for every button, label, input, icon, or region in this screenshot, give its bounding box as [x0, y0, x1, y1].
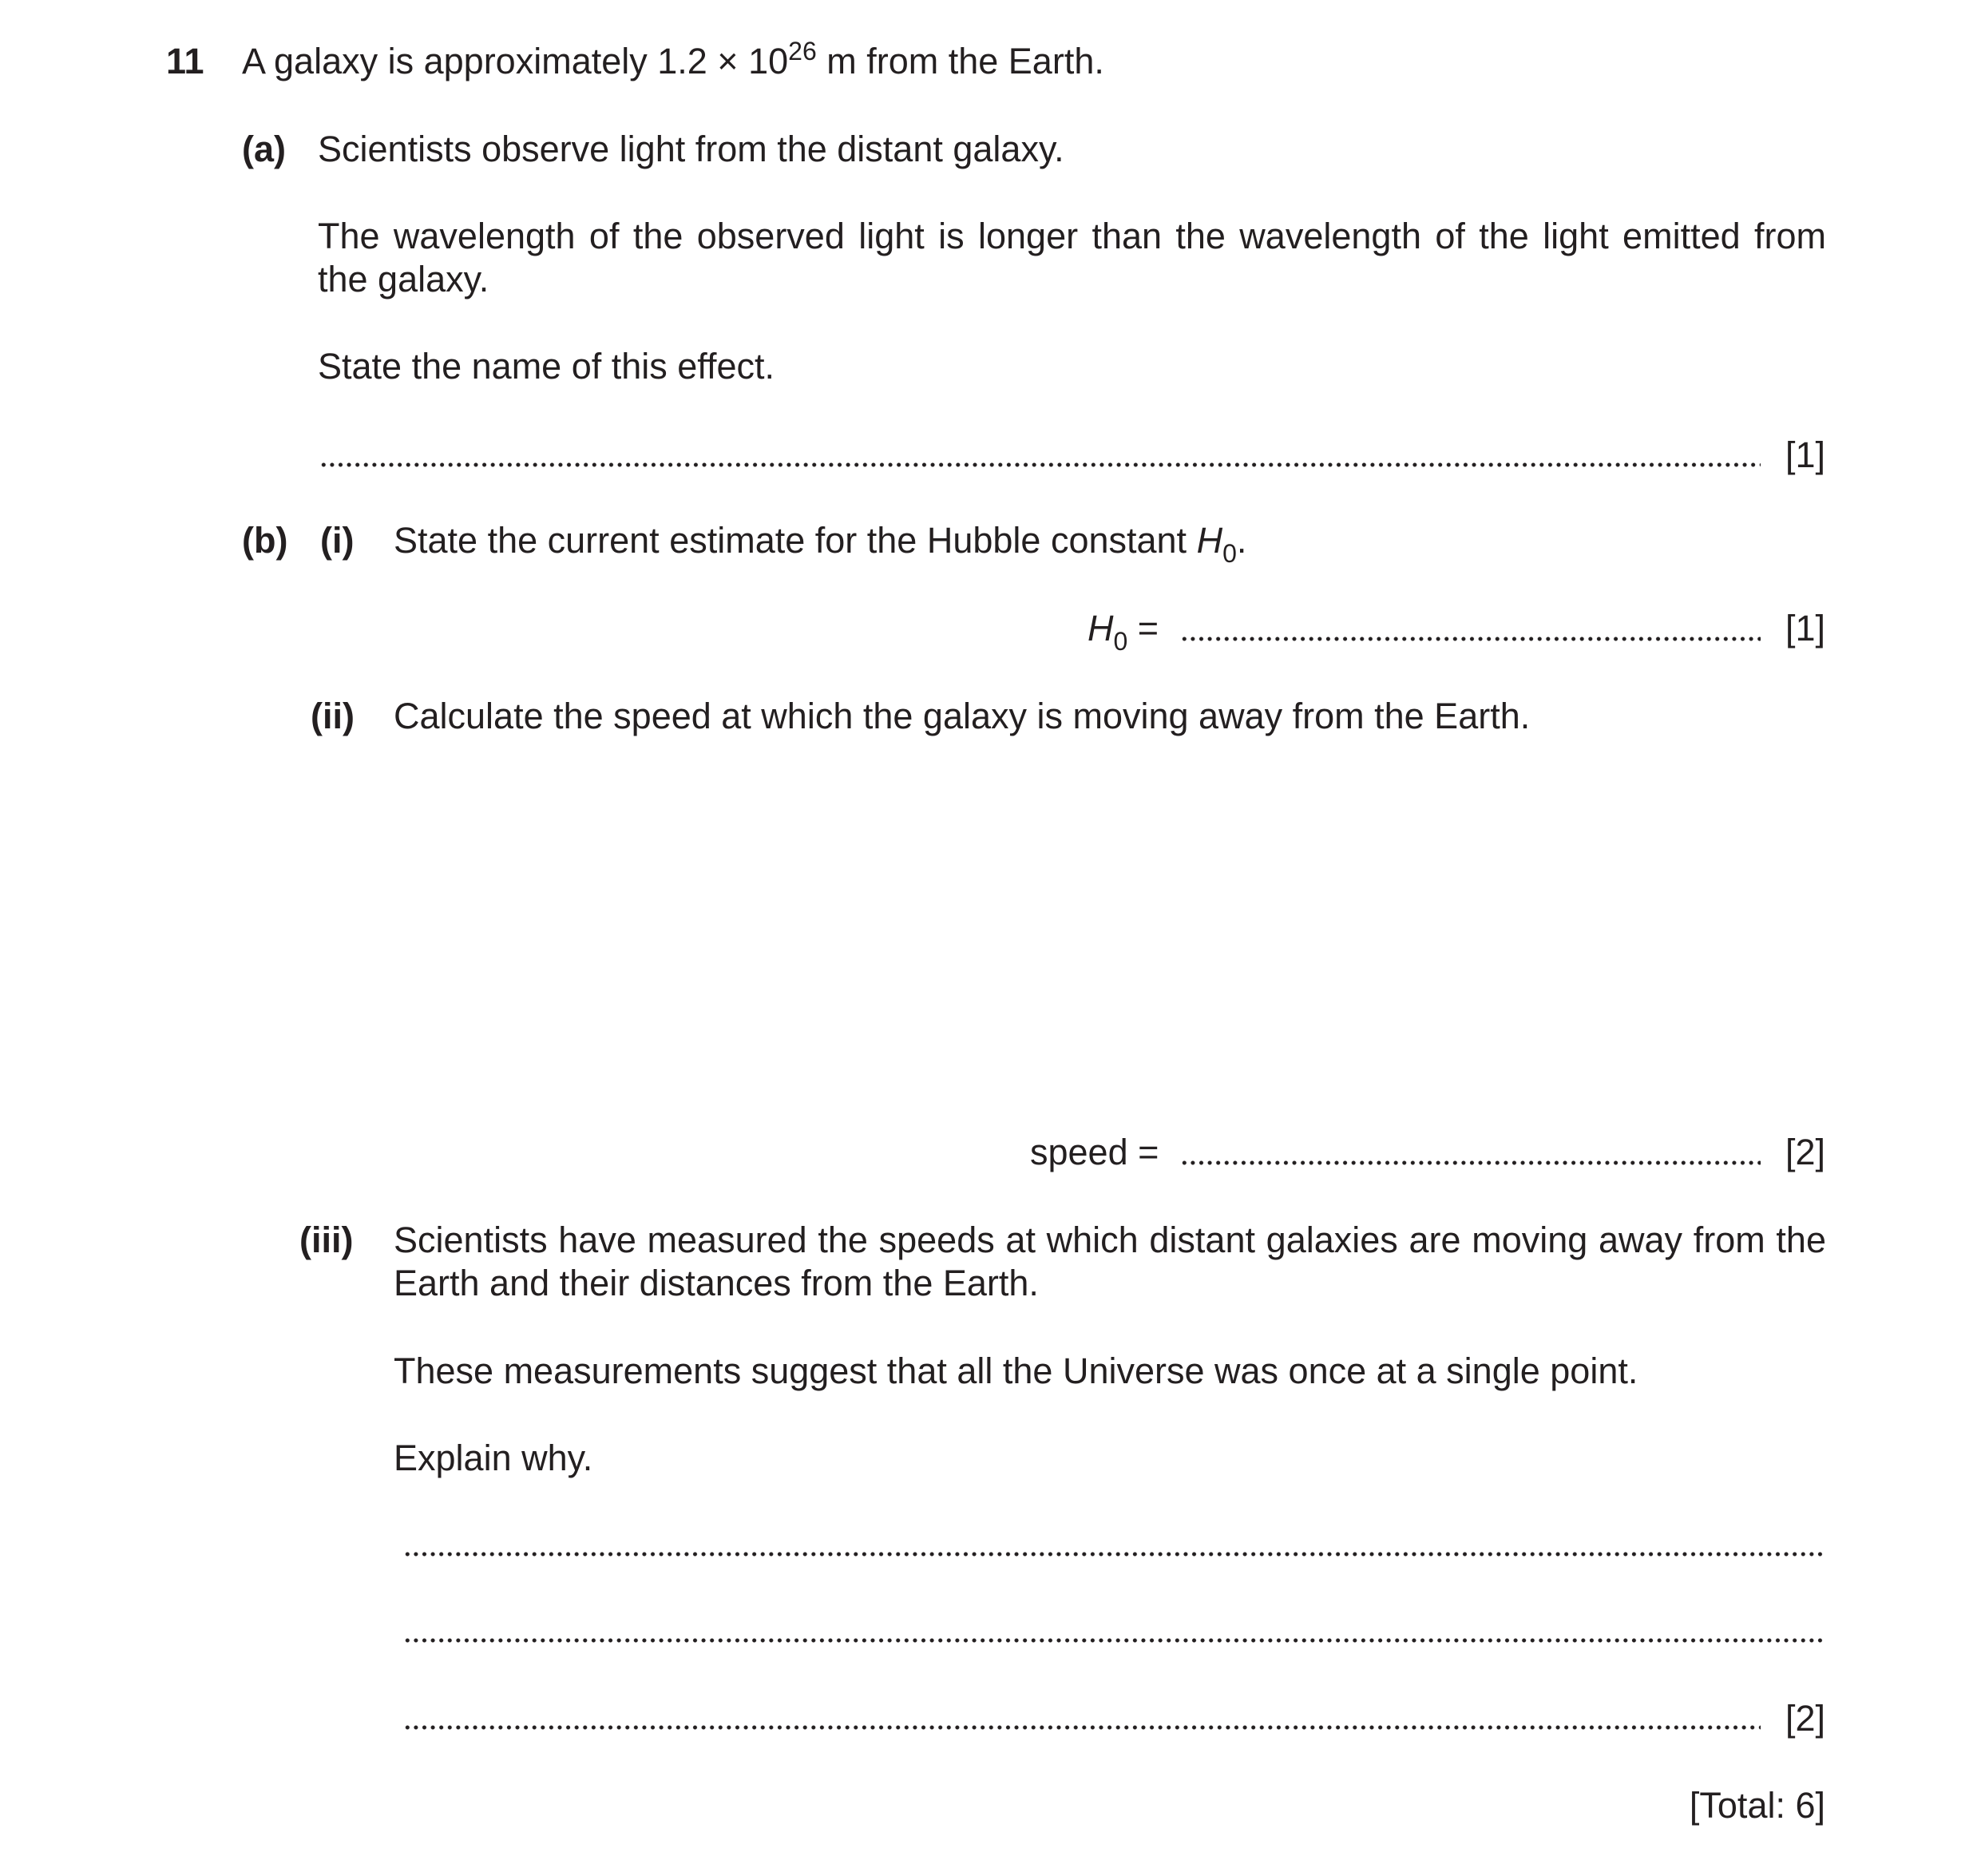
answer-line-b-iii-1[interactable]: [403, 1549, 1826, 1559]
part-b-i-text: [394, 519, 1247, 568]
speed-answer-label: speed =: [1030, 1132, 1159, 1172]
part-a-line1: Scientists observe light from the distant galaxy.: [318, 129, 1064, 169]
answer-line-b-ii[interactable]: [1180, 1158, 1761, 1168]
hubble-symbol: H: [1196, 520, 1223, 561]
stem-text: A galaxy is approximately 1.2 × 10: [242, 41, 789, 81]
part-a-line2: The wavelength of the observed light is longer than the wavelength of the light emitted from the galaxy.: [318, 216, 1826, 299]
stem-text-end: m from the Earth.: [816, 41, 1104, 81]
answer-line-b-iii-2[interactable]: [403, 1636, 1826, 1645]
mark-b-iii: [2]: [1785, 1698, 1825, 1739]
b-i-period: .: [1236, 520, 1247, 561]
part-b-label: (b): [242, 520, 288, 561]
h0-answer-label: [1088, 607, 1159, 656]
hubble-subscript: 0: [1222, 539, 1237, 568]
mark-b-i: [1]: [1785, 608, 1825, 648]
part-b-iii-label: (iii): [299, 1220, 354, 1260]
part-a-label: (a): [242, 129, 286, 169]
part-b-iii-line2: These measurements suggest that all the Universe was once at a single point.: [394, 1350, 1638, 1391]
b-i-text: State the current estimate for the Hubble constant: [394, 520, 1197, 561]
h0-subscript: 0: [1113, 627, 1128, 656]
part-a-line3: State the name of this effect.: [318, 346, 775, 387]
part-b-ii-label: (ii): [311, 696, 355, 736]
answer-line-b-i[interactable]: [1180, 634, 1761, 644]
answer-line-a[interactable]: [319, 460, 1761, 470]
total-marks: [Total: 6]: [1689, 1785, 1825, 1826]
answer-line-b-iii-3[interactable]: [403, 1723, 1761, 1732]
question-stem: [242, 37, 1104, 83]
part-b-ii-text: Calculate the speed at which the galaxy is moving away from the Earth.: [394, 696, 1531, 736]
mark-b-ii: [2]: [1785, 1132, 1825, 1172]
part-b-i-label: (i): [320, 520, 355, 561]
part-b-iii-line3: Explain why.: [394, 1438, 593, 1478]
h0-equals: =: [1127, 608, 1159, 648]
h0-symbol: H: [1088, 608, 1114, 648]
mark-a: [1]: [1785, 434, 1825, 475]
question-number: 11: [166, 41, 204, 81]
stem-exponent: 26: [788, 37, 817, 65]
part-b-iii-line1: Scientists have measured the speeds at which distant galaxies are moving away from the Earth and their distances from the Earth.: [394, 1220, 1826, 1303]
